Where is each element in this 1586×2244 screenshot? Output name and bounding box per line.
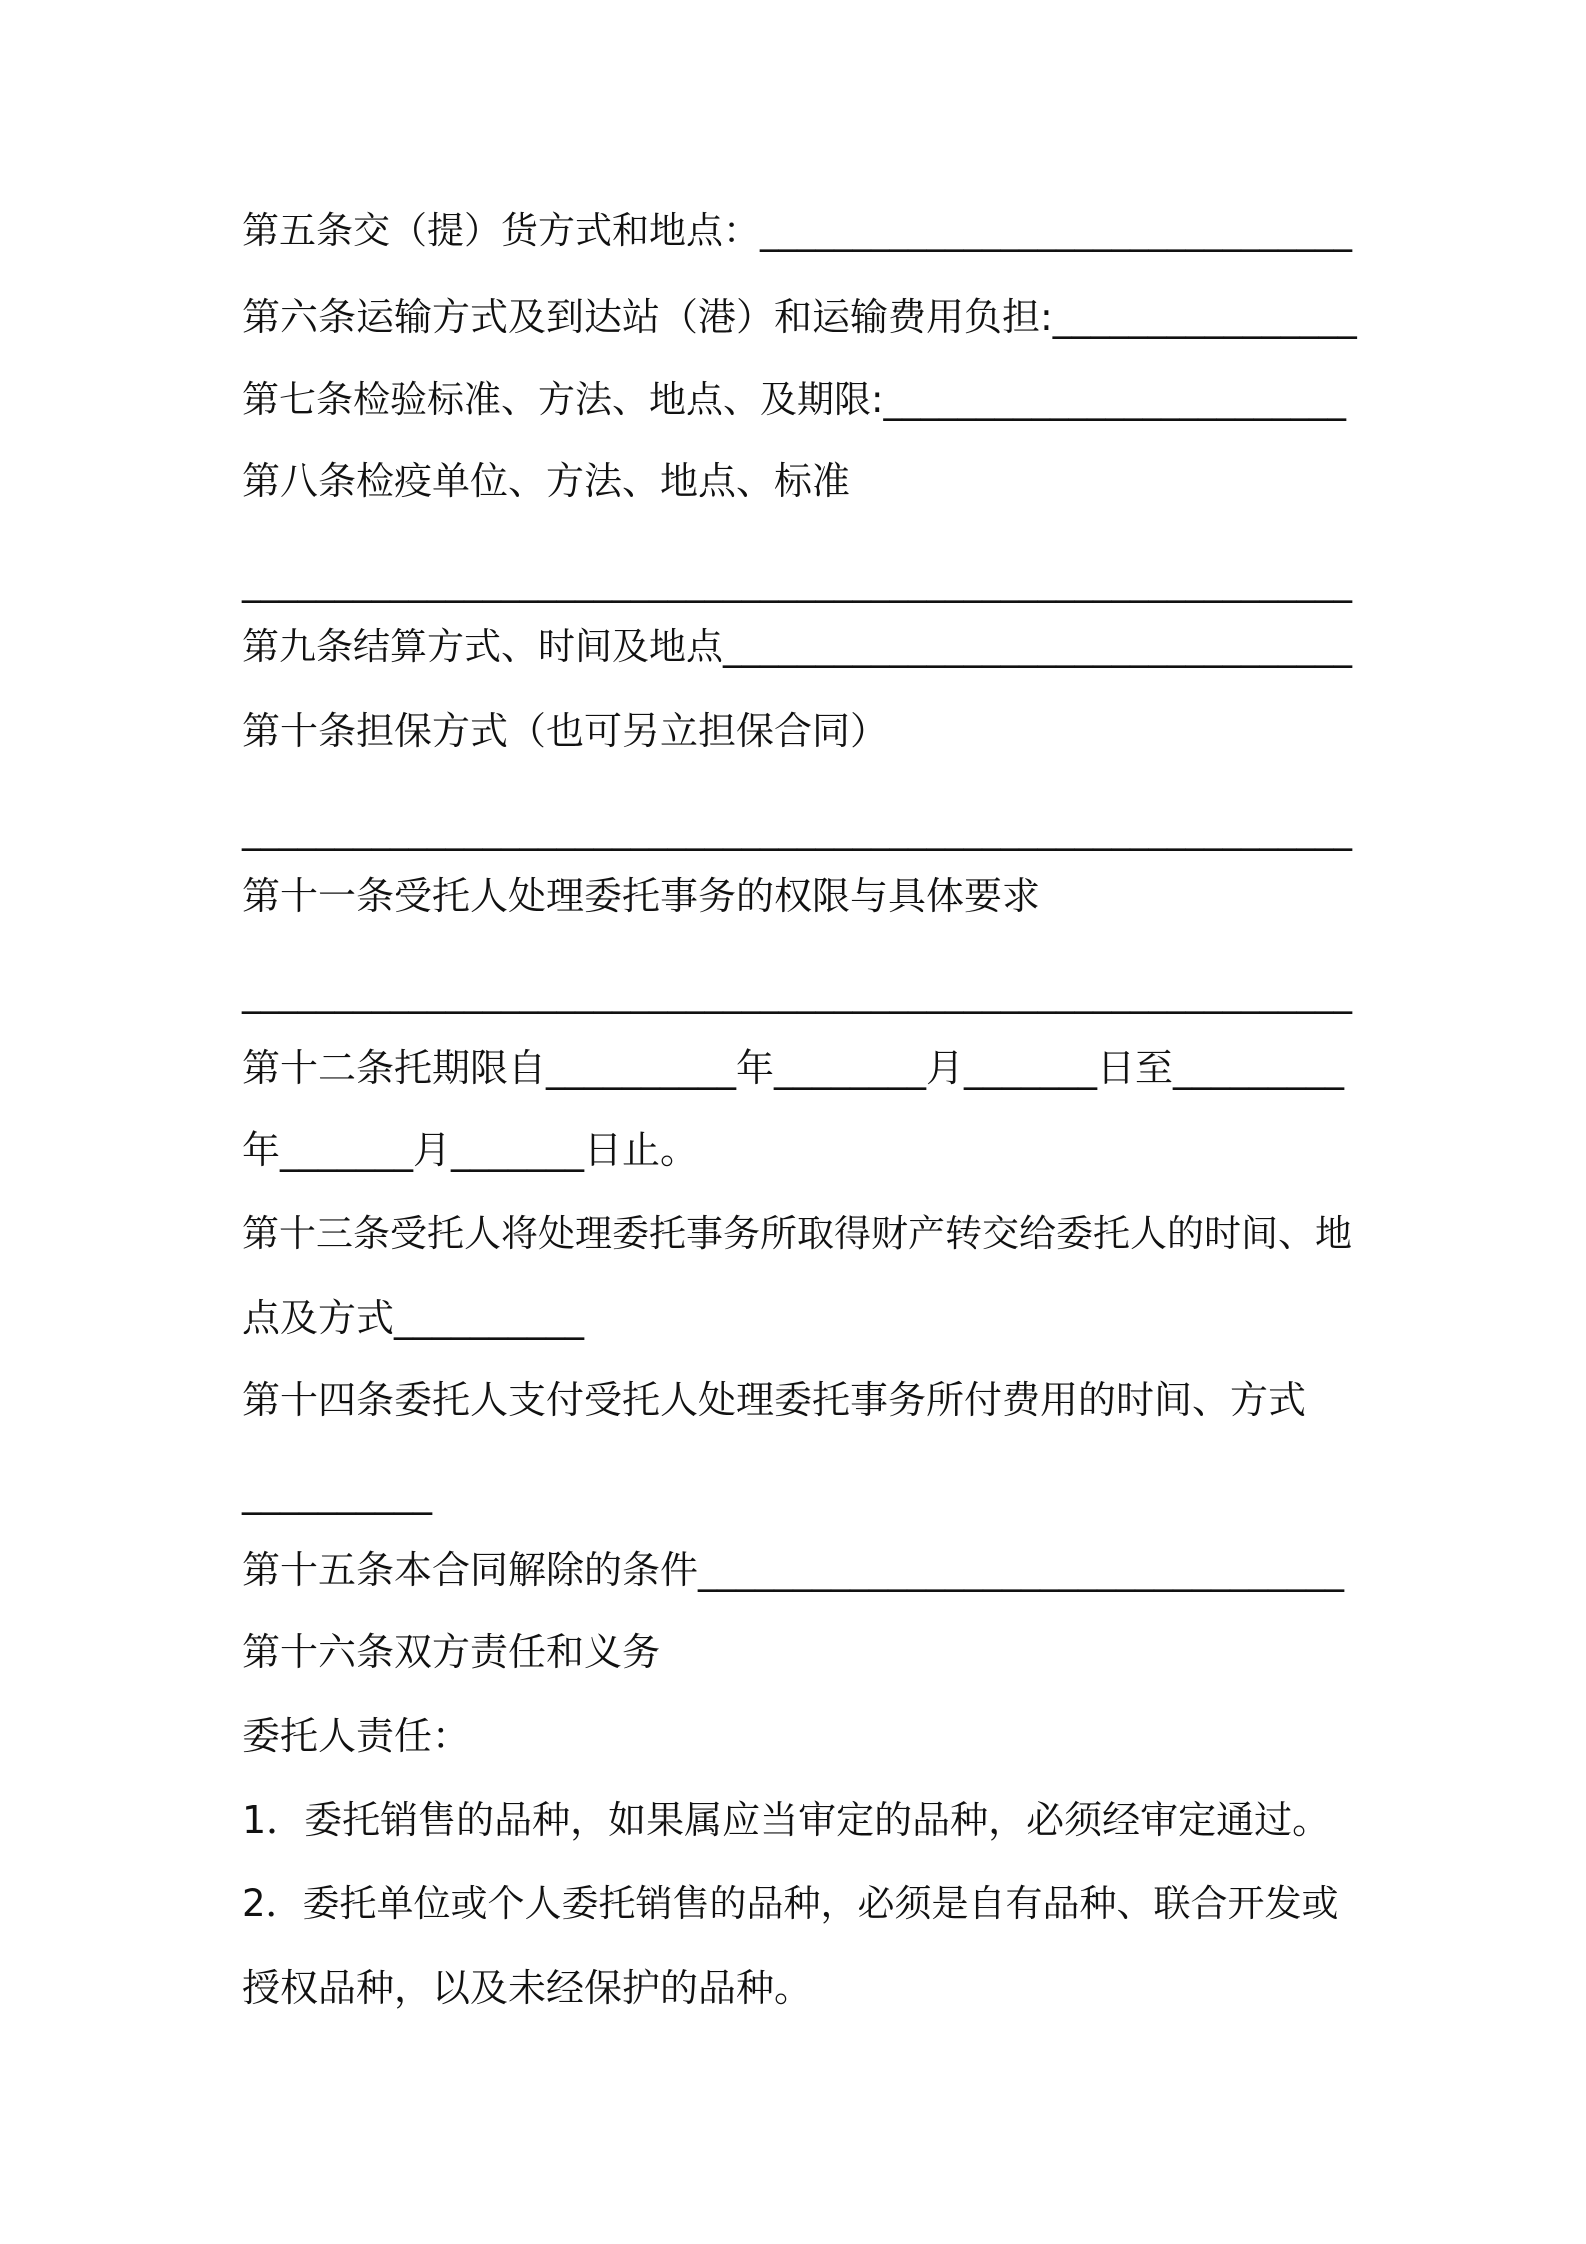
clause-10-blank-line: ____________________________________________________________ xyxy=(242,808,1352,851)
clause-14-expense-payment: 第十四条委托人支付受托人处理委托事务所付费用的时间、方式 xyxy=(242,1378,1307,1422)
clause-9-settlement: 第九条结算方式、时间及地点__________________________________ xyxy=(242,625,1352,668)
clause-11-blank-line: ____________________________________________________________ xyxy=(242,971,1352,1014)
clause-11-authority: 第十一条受托人处理委托事务的权限与具体要求 xyxy=(242,874,1041,918)
clause-16-responsibilities: 第十六条双方责任和义务 xyxy=(242,1630,661,1674)
clause-12-term: 第十二条托期限自__________年________月_______日至_________ xyxy=(242,1046,1345,1090)
clause-14-blank-line: __________ xyxy=(242,1471,432,1515)
clause-10-guarantee: 第十条担保方式（也可另立担保合同） xyxy=(242,709,889,753)
responsibility-item-2-continuation: 授权品种，以及未经保护的品种。 xyxy=(242,1966,813,2010)
clause-15-termination: 第十五条本合同解除的条件__________________________________ xyxy=(242,1548,1345,1592)
clause-8-quarantine: 第八条检疫单位、方法、地点、标准 xyxy=(242,459,851,503)
clause-5-delivery-method: 第五条交（提）货方式和地点：________________________________ xyxy=(242,209,1352,252)
clause-13-continuation: 点及方式__________ xyxy=(242,1296,585,1340)
clause-8-blank-line: ____________________________________________________________ xyxy=(242,560,1352,603)
clause-12-term-end: 年_______月_______日止。 xyxy=(242,1128,699,1172)
clause-13-property-transfer: 第十三条受托人将处理委托事务所取得财产转交给委托人的时间、地 xyxy=(242,1212,1352,1255)
clause-6-transport: 第六条运输方式及到达站（港）和运输费用负担:________________ xyxy=(242,295,1357,339)
responsibility-item-1: 1．委托销售的品种，如果属应当审定的品种，必须经审定通过。 xyxy=(242,1798,1331,1842)
principal-responsibility-heading: 委托人责任： xyxy=(242,1714,471,1758)
clause-7-inspection-standard: 第七条检验标准、方法、地点、及期限:_________________________ xyxy=(242,378,1346,421)
responsibility-item-2: 2．委托单位或个人委托销售的品种，必须是自有品种、联合开发或 xyxy=(242,1882,1339,1925)
